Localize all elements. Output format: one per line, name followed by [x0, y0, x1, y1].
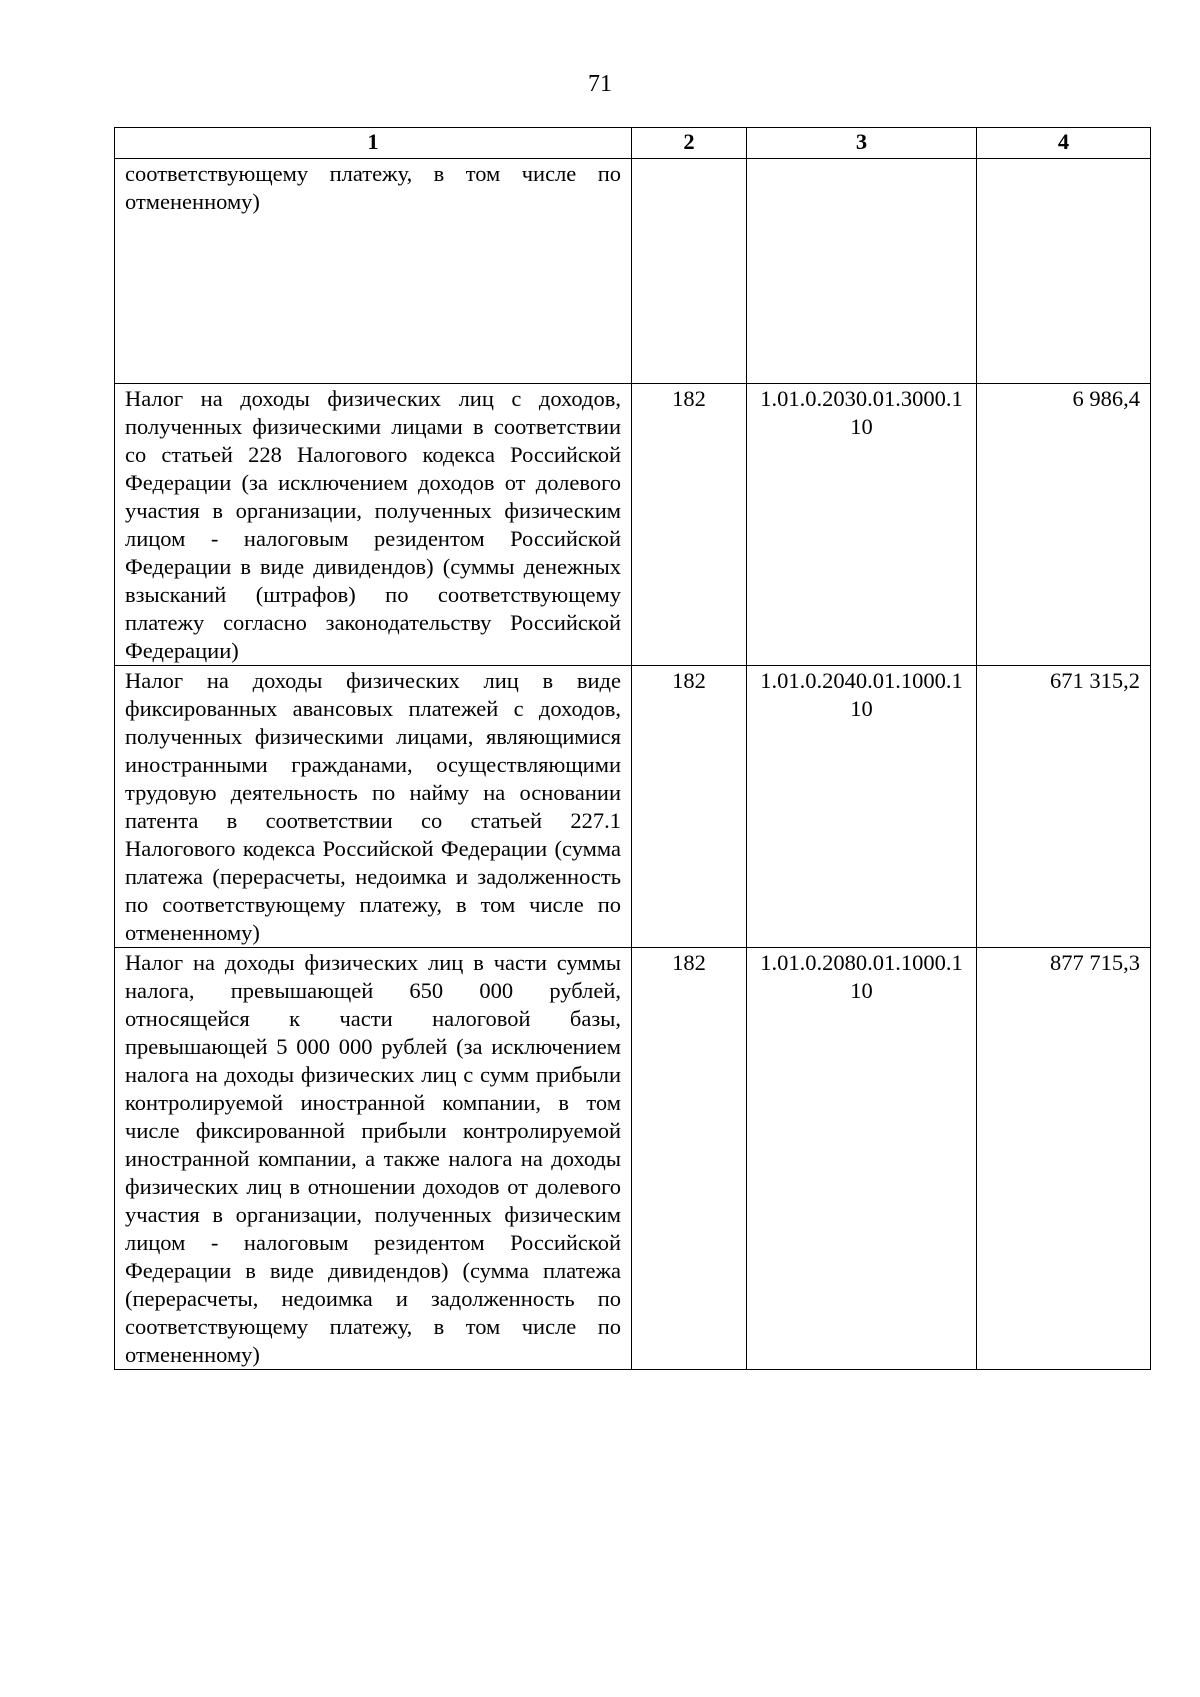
amount-cell: 6 986,4: [977, 384, 1151, 666]
classification-code-cell: [747, 159, 977, 384]
classification-code-cell: 1.01.0.2040.01.1000.110: [747, 666, 977, 948]
income-name-cell: Налог на доходы физических лиц с доходов, полученных физическими лицами в соответствии со статьей 228 Налогового кодекса Российской Федерации (за исключением доходов от долевого участия в организации, полученных физическим лицом - налоговым резидентом Российской Федерации в виде дивидендов) (суммы денежных взысканий (штрафов) по соответствующему платежу согласно законодательству Российской Федерации): [115, 384, 632, 666]
table-row: [115, 948, 1151, 1370]
column-header-3: 3: [747, 128, 977, 159]
amount-cell: 671 315,2: [977, 666, 1151, 948]
amount-cell: 877 715,3: [977, 948, 1151, 1370]
column-header-2: 2: [632, 128, 747, 159]
table-row: [115, 666, 1151, 948]
income-name-cell: Налог на доходы физических лиц в виде фиксированных авансовых платежей с доходов, полученных физическими лицами, являющимися иностранными гражданами, осуществляющими трудовую деятельность по найму на основании патента в соответствии со статьей 227.1 Налогового кодекса Российской Федерации (сумма платежа (перерасчеты, недоимка и задолженность по соответствующему платежу, в том числе по отмененному): [115, 666, 632, 948]
classification-code-cell: 1.01.0.2030.01.3000.110: [747, 384, 977, 666]
table-header-row: [115, 128, 1151, 159]
income-name-cell: Налог на доходы физических лиц в части суммы налога, превышающей 650 000 рублей, относящейся к части налоговой базы, превышающей 5 000 000 рублей (за исключением налога на доходы физических лиц с сумм прибыли контролируемой иностранной компании, в том числе фиксированной прибыли контролируемой иностранной компании, а также налога на доходы физических лиц в отношении доходов от долевого участия в организации, полученных физическим лицом - налоговым резидентом Российской Федерации в виде дивидендов) (сумма платежа (перерасчеты, недоимка и задолженность по соответствующему платежу, в том числе по отмененному): [115, 948, 632, 1370]
revenue-table: [114, 127, 1151, 1370]
classification-code-cell: 1.01.0.2080.01.1000.110: [747, 948, 977, 1370]
column-header-4: 4: [977, 128, 1151, 159]
page-number: 71: [588, 71, 612, 97]
admin-code-cell: 182: [632, 666, 747, 948]
admin-code-cell: [632, 159, 747, 384]
table-row: [115, 384, 1151, 666]
admin-code-cell: 182: [632, 948, 747, 1370]
income-name-cell: соответствующему платежу, в том числе по отмененному): [115, 159, 632, 384]
table-row: [115, 159, 1151, 384]
column-header-1: 1: [115, 128, 632, 159]
amount-cell: [977, 159, 1151, 384]
admin-code-cell: 182: [632, 384, 747, 666]
